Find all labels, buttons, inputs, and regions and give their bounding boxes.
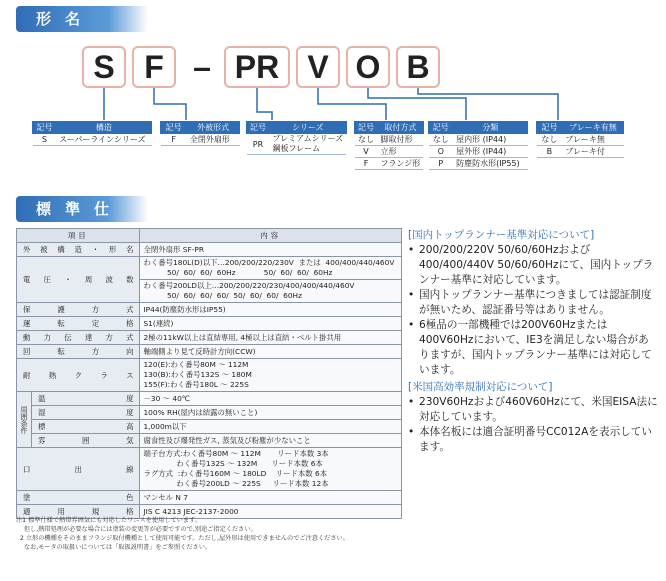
spec-value: 2極の11kW以上は直結専用, 4極以上は直結・ベルト掛共用 bbox=[140, 331, 402, 345]
connector-lines bbox=[0, 0, 666, 130]
key-cell-desc: 立形 bbox=[378, 146, 424, 158]
spec-header-content: 内容 bbox=[140, 229, 402, 243]
key-cell-code: O bbox=[429, 146, 454, 158]
spec-value: 全閉外扇形 SF-PR bbox=[140, 243, 402, 257]
spec-label: 湿度 bbox=[32, 406, 140, 420]
spec-table bbox=[16, 228, 402, 519]
table-row bbox=[17, 491, 402, 505]
spec-value: 端子台方式:わく番号80M ～ 112M リード本数 3本 わく番号132S ～ 132M リード本数 6本 ラグ方式 :わく番号160M ～ 180LD リード本数 6本 わく番号200LD ～ 225S リード本数 12本 bbox=[140, 448, 402, 491]
notes-title-top-runner: [国内トップランナー基準対応について] bbox=[408, 229, 595, 241]
table-row bbox=[17, 345, 402, 359]
key-header-name: ブレーキ有無 bbox=[562, 122, 623, 134]
key-header-name: 外被形式 bbox=[187, 122, 240, 134]
spec-group-ambient: 周囲条件 bbox=[17, 392, 32, 448]
key-table-structure bbox=[32, 121, 152, 146]
code-brake: B bbox=[396, 46, 440, 88]
key-cell-code: なし bbox=[355, 134, 378, 146]
key-cell-desc: ブレーキ付 bbox=[562, 146, 623, 158]
spec-label: 塗色 bbox=[17, 491, 140, 505]
spec-label: 外被構造・形名 bbox=[17, 243, 140, 257]
key-cell-code: PR bbox=[247, 134, 270, 155]
spec-value: S1(連続) bbox=[140, 317, 402, 331]
key-cell-desc: 屋外形 (IP44) bbox=[453, 146, 527, 158]
code-dash: – bbox=[193, 48, 211, 85]
key-header-name: 構造 bbox=[56, 122, 151, 134]
key-header-code: 記号 bbox=[247, 122, 270, 134]
key-cell-code: なし bbox=[537, 134, 563, 146]
key-header-code: 記号 bbox=[429, 122, 454, 134]
spec-value: 軸端側より見て反時計方向(CCW) bbox=[140, 345, 402, 359]
key-cell-desc: スーパーラインシリーズ bbox=[56, 134, 151, 146]
spec-label: 回転方向 bbox=[17, 345, 140, 359]
table-row bbox=[17, 303, 402, 317]
key-header-code: 記号 bbox=[161, 122, 187, 134]
key-table-series bbox=[246, 121, 347, 155]
key-cell-code: なし bbox=[429, 134, 454, 146]
key-table-enclosure bbox=[160, 121, 240, 146]
spec-label: 電圧・周波数 bbox=[17, 257, 140, 303]
key-cell-code: F bbox=[161, 134, 187, 146]
code-structure: S bbox=[82, 46, 126, 88]
key-table-classification bbox=[428, 121, 528, 170]
key-cell-desc: 防塵防水形(IP55) bbox=[453, 158, 527, 170]
table-row bbox=[17, 406, 402, 420]
spec-value: わく番号180L(D)以下…200/200/220/230V または 400/400/440/460V 50/ 60/ 60/ 60Hz 50/ 60/ 60/ 60Hz bbox=[140, 257, 402, 280]
key-cell-code: B bbox=[537, 146, 563, 158]
key-cell-code: V bbox=[355, 146, 378, 158]
section-header-spec: 標準仕 bbox=[16, 196, 148, 222]
spec-header-item: 項目 bbox=[17, 229, 140, 243]
spec-label: 運転定格 bbox=[17, 317, 140, 331]
key-cell-desc: ブレーキ無 bbox=[562, 134, 623, 146]
key-cell-code: F bbox=[355, 158, 378, 170]
key-cell-desc: 全閉外扇形 bbox=[187, 134, 240, 146]
spec-value: 腐食性及び爆発性ガス, 蒸気及び粉塵が少ないこと bbox=[140, 434, 402, 448]
key-cell-desc: プレミアムシリーズ 鋼板フレーム bbox=[270, 134, 347, 155]
footnotes: 注1 標準仕様で熱帯雰囲気にも対応したワニスを使用しています。 但し,熱帯処理が必要な場合には塗装の変更等が必要ですので,別途ご指定ください。 2 立形の機種をそのままフランジ取付機種として使用可能です。ただし,屋外形は使用できませんのでご注意ください。 なお,モータの取扱いについては「取扱説明書」をご参照ください。 bbox=[16, 517, 349, 551]
spec-label: 標高 bbox=[32, 420, 140, 434]
key-table-brake bbox=[536, 121, 624, 158]
spec-label: 適用規格 bbox=[17, 505, 140, 519]
table-row bbox=[17, 317, 402, 331]
table-row bbox=[17, 448, 402, 491]
spec-value: マンセル N 7 bbox=[140, 491, 402, 505]
spec-label: 保護方式 bbox=[17, 303, 140, 317]
key-cell-desc: フランジ形 bbox=[378, 158, 424, 170]
key-header-code: 記号 bbox=[537, 122, 563, 134]
key-cell-desc: 屋内形 (IP44) bbox=[453, 134, 527, 146]
key-cell-code: P bbox=[429, 158, 454, 170]
list-item: • 200/200/220V 50/60/60Hzおよび400/400/440V 50/60/60Hzにて、国内トップランナー基準に対応しています。 bbox=[408, 243, 658, 288]
spec-value: JIS C 4213 JEC-2137-2000 bbox=[140, 505, 402, 519]
list-item: • 6極品の一部機種では200V60Hzまたは400V60Hzにおいて、IE3を満足しない場合がありますが、国内トップランナー基準には対応しています。 bbox=[408, 318, 658, 378]
spec-value: 120(E):わく番号80M ～ 112M 130(B):わく番号132S ～ 180M 155(F):わく番号180L ～ 225S bbox=[140, 359, 402, 392]
code-mounting: V bbox=[296, 46, 340, 88]
table-row bbox=[17, 331, 402, 345]
key-cell-desc: 脚取付形 bbox=[378, 134, 424, 146]
spec-label: 動力伝達方式 bbox=[17, 331, 140, 345]
notes-title-us: [米国高効率規制対応について] bbox=[408, 381, 553, 393]
key-header-name: シリーズ bbox=[270, 122, 347, 134]
table-row bbox=[17, 420, 402, 434]
key-header-name: 分類 bbox=[453, 122, 527, 134]
table-row bbox=[17, 434, 402, 448]
code-series: PR bbox=[224, 46, 290, 88]
key-header-code: 記号 bbox=[355, 122, 378, 134]
spec-label: 口出線 bbox=[17, 448, 140, 491]
key-cell-code: S bbox=[33, 134, 57, 146]
spec-value: IP44(防塵防水形はIP55) bbox=[140, 303, 402, 317]
list-item: • 国内トップランナー基準につきましては認証制度が無いため、認証番号等はありません。 bbox=[408, 288, 658, 318]
spec-value: －30 ～ 40℃ bbox=[140, 392, 402, 406]
table-row bbox=[17, 257, 402, 280]
table-row bbox=[17, 243, 402, 257]
spec-label: 雰囲気 bbox=[32, 434, 140, 448]
notes-top-runner bbox=[408, 228, 658, 378]
list-item: • 230V60Hzおよび460V60Hzにて、米国EISA法に対応しています。 bbox=[408, 395, 658, 425]
code-enclosure: F bbox=[132, 46, 176, 88]
section-header-model: 形名 bbox=[16, 6, 148, 32]
key-header-name: 取付方式 bbox=[378, 122, 424, 134]
code-classification: O bbox=[346, 46, 390, 88]
list-item: • 本体名板には適合証明番号CC012Aを表示しています。 bbox=[408, 425, 658, 455]
spec-value: 100% RH(屋内は結露の無いこと) bbox=[140, 406, 402, 420]
spec-value: わく番号200LD以上…200/200/220/230/400/400/440/460V 50/ 60/ 60/ 60/ 50/ 60/ 60/ 60Hz bbox=[140, 280, 402, 303]
table-row bbox=[17, 359, 402, 392]
key-header-code: 記号 bbox=[33, 122, 57, 134]
spec-label: 耐熱クラス bbox=[17, 359, 140, 392]
notes-us-efficiency bbox=[408, 380, 658, 455]
table-row bbox=[17, 392, 402, 406]
key-table-mounting bbox=[354, 121, 424, 170]
spec-label: 温度 bbox=[32, 392, 140, 406]
spec-value: 1,000m以下 bbox=[140, 420, 402, 434]
